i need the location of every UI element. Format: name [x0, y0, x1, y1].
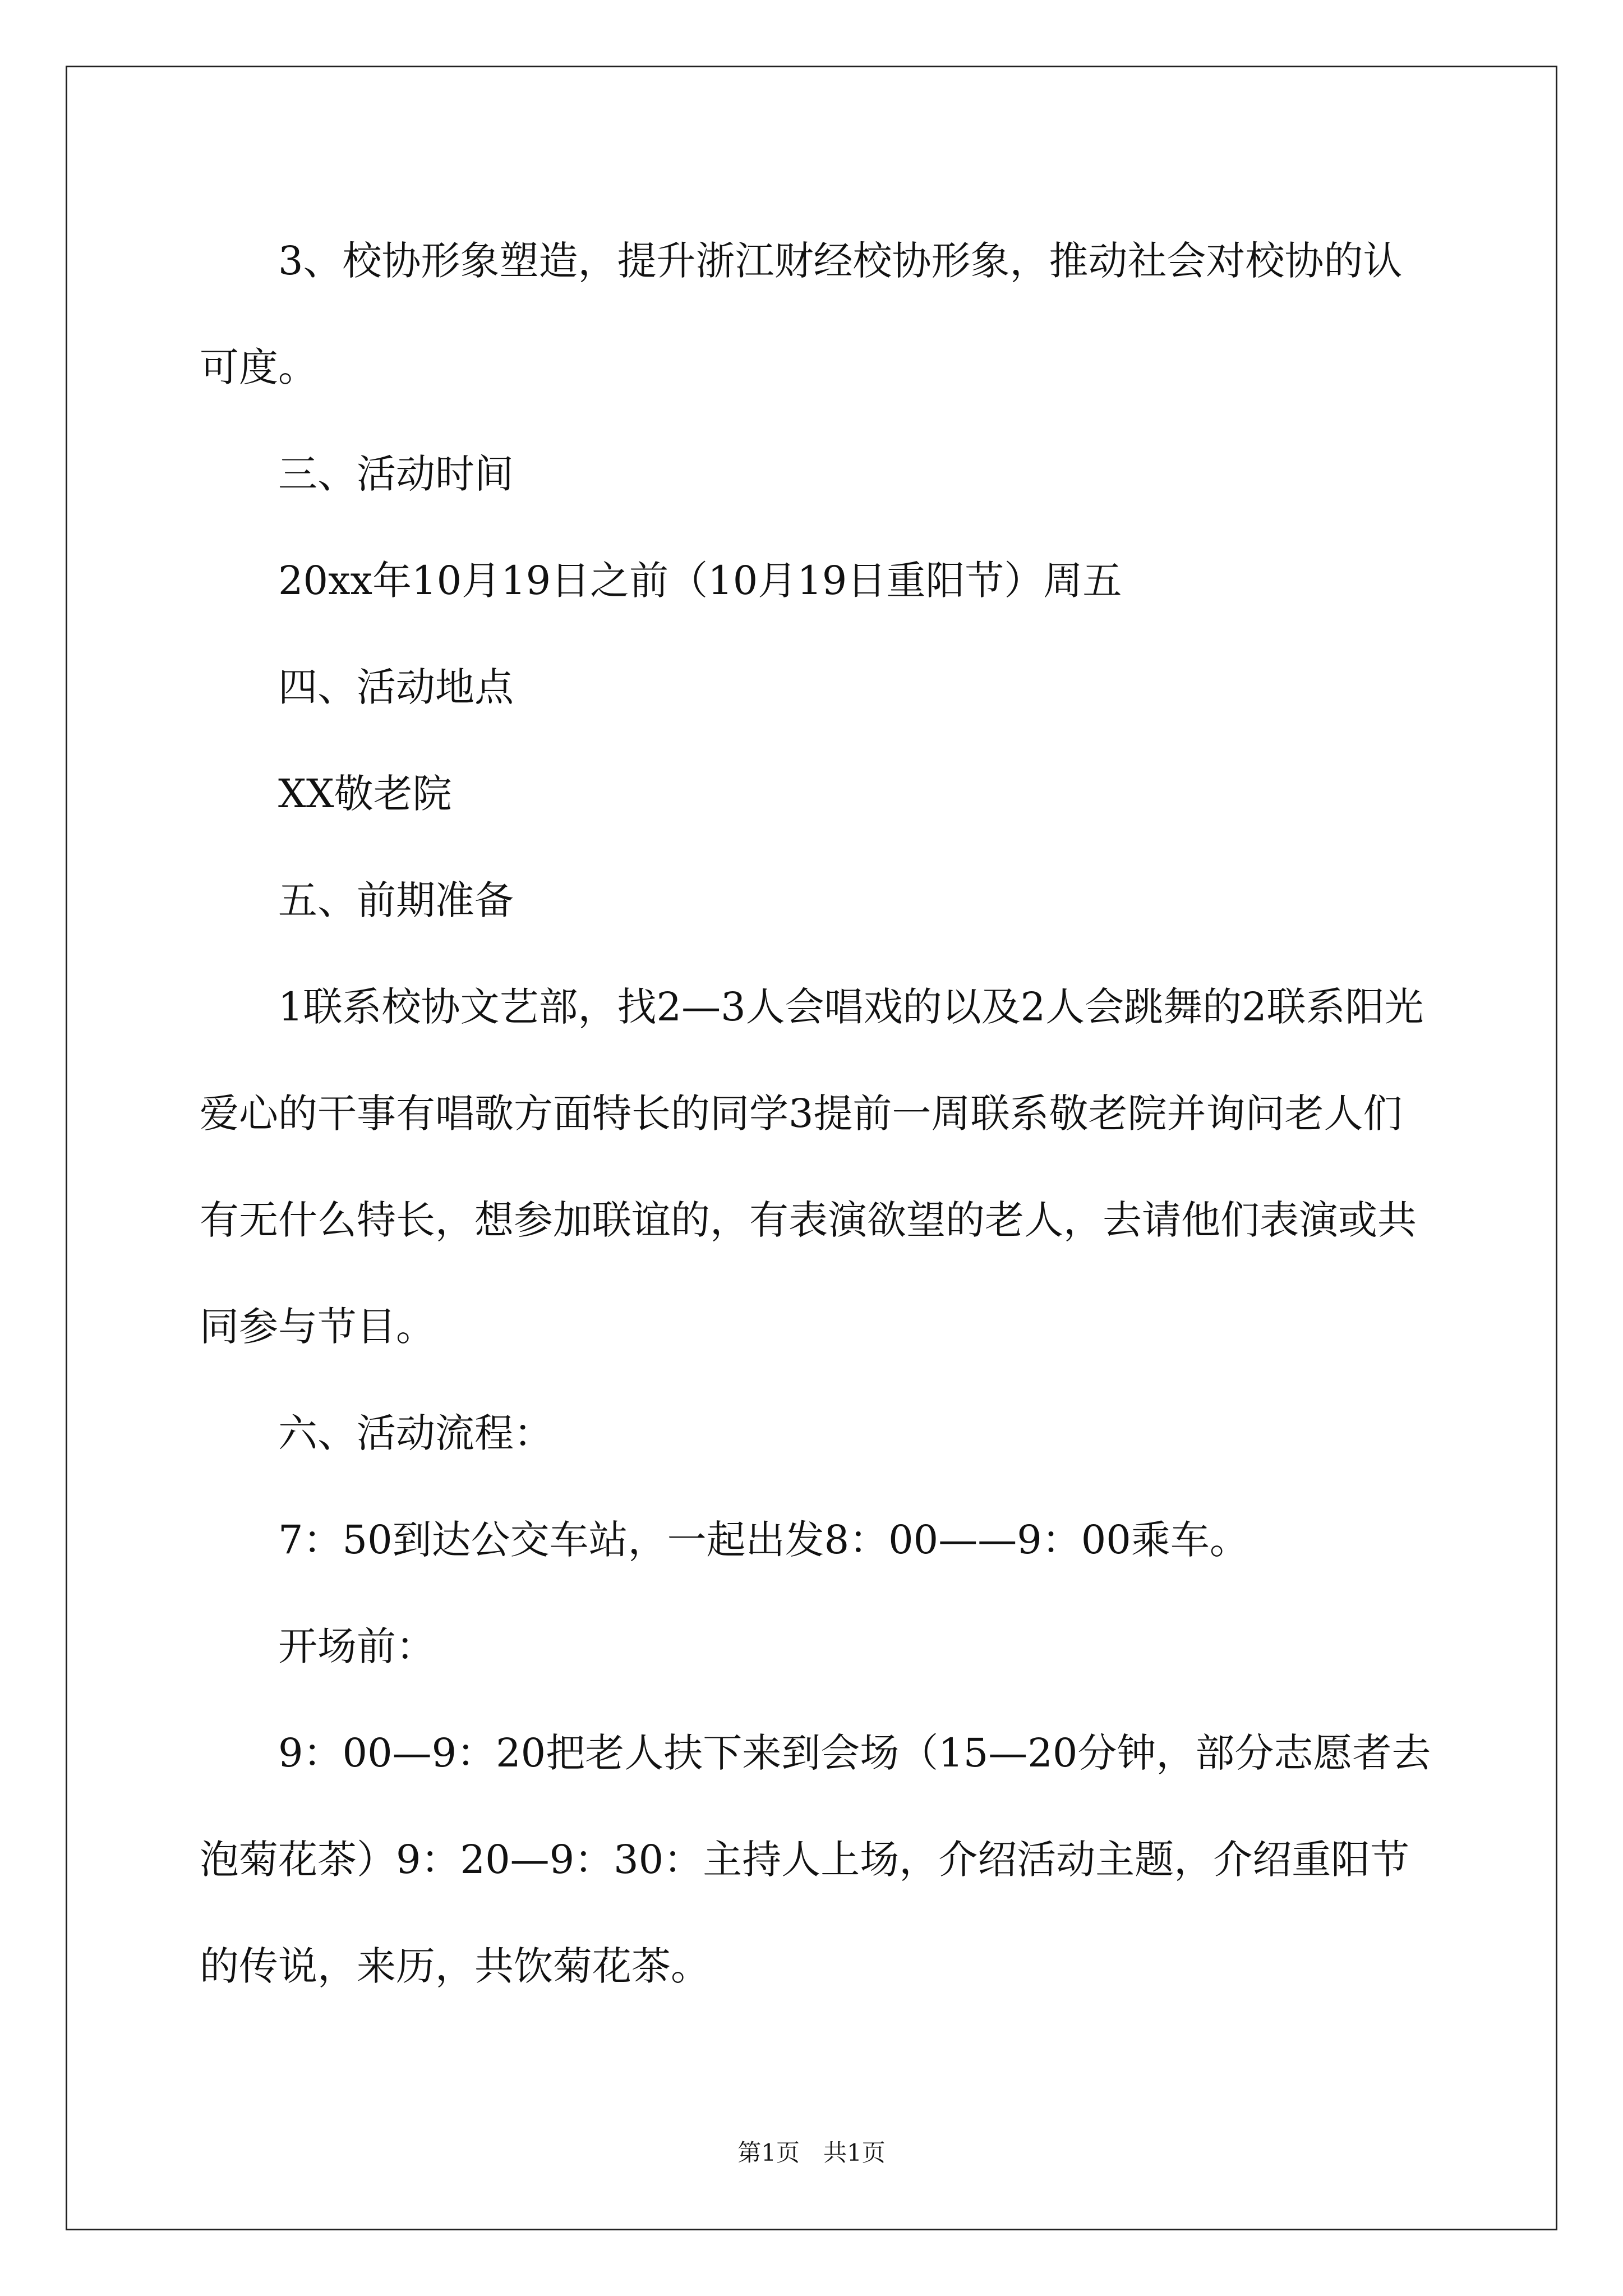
heading-activity-process: 六、活动流程：	[278, 1410, 553, 1456]
paragraph-opening-schedule: 9：00—9：20把老人扶下来到会场（15—20分钟，部分志愿者去泡菊花茶）9：20—9：30：主持人上场，介绍活动主题，介绍重阳节的传说，来历，共饮菊花茶。	[200, 1730, 1431, 1989]
paragraph-preparation: 1联系校协文艺部，找2—3人会唱戏的以及2人会跳舞的2联系阳光爱心的干事有唱歌方面特长的同学3提前一周联系敬老院并询问老人们有无什么特长，想参加联谊的，有表演欲望的老人，去请他们表演或共同参与节目。	[200, 984, 1424, 1350]
paragraph-activity-time: 20xx年10月19日之前（10月19日重阳节）周五	[278, 558, 1122, 604]
page-number-footer: 第1页 共1页	[737, 2139, 886, 2166]
document-body	[200, 208, 1433, 2019]
paragraph-goal-3: 3、校协形象塑造，提升浙江财经校协形象，推动社会对校协的认可度。	[200, 238, 1403, 390]
heading-before-opening: 开场前：	[278, 1623, 435, 1669]
heading-activity-location: 四、活动地点	[278, 664, 514, 710]
paragraph-activity-location: XX敬老院	[278, 771, 452, 817]
heading-activity-time: 三、活动时间	[278, 451, 514, 497]
paragraph-departure: 7：50到达公交车站，一起出发8：00——9：00乘车。	[278, 1517, 1249, 1563]
heading-preparation: 五、前期准备	[278, 877, 514, 923]
